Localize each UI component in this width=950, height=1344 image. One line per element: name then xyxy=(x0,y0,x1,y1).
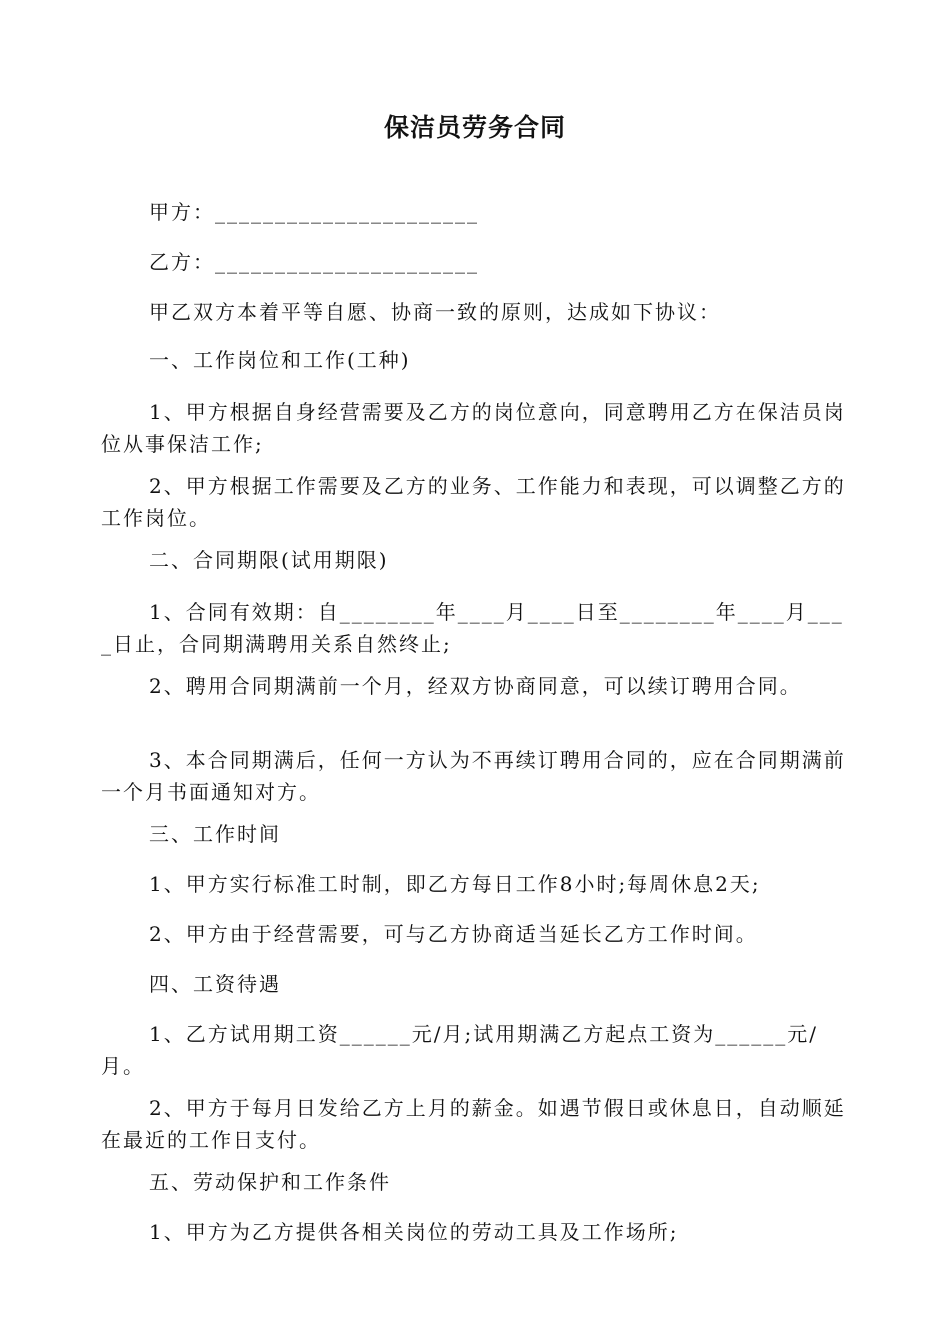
intro-paragraph: 甲乙双方本着平等自愿、协商一致的原则，达成如下协议： xyxy=(149,300,721,324)
section-heading-3: 三、工作时间 xyxy=(149,822,281,846)
section3-item2: 2、甲方由于经营需要，可与乙方协商适当延长乙方工作时间。 xyxy=(149,922,758,946)
section-heading-2: 二、合同期限(试用期限) xyxy=(149,548,389,572)
section2-item3: 3、本合同期满后，任何一方认为不再续订聘用合同的，应在合同期满前一个月书面通知对方。 xyxy=(101,748,846,804)
section5-item1: 1、甲方为乙方提供各相关岗位的劳动工具及工作场所; xyxy=(149,1220,679,1244)
section4-item2: 2、甲方于每月日发给乙方上月的薪金。如遇节假日或休息日，自动顺延在最近的工作日支付。 xyxy=(101,1096,846,1152)
party-a-line: 甲方：______________________ xyxy=(149,200,479,224)
party-b-line: 乙方：______________________ xyxy=(149,250,479,274)
document-title: 保洁员劳务合同 xyxy=(383,113,566,142)
section3-item1: 1、甲方实行标准工时制，即乙方每日工作8小时;每周休息2天; xyxy=(149,872,761,896)
section1-item2: 2、甲方根据工作需要及乙方的业务、工作能力和表现，可以调整乙方的工作岗位。 xyxy=(101,474,846,530)
section2-item2: 2、聘用合同期满前一个月，经双方协商同意，可以续订聘用合同。 xyxy=(149,674,802,698)
section-heading-1: 一、工作岗位和工作(工种) xyxy=(149,348,411,372)
section4-item1: 1、乙方试用期工资______元/月;试用期满乙方起点工资为______元/月。 xyxy=(101,1022,818,1078)
section2-item1: 1、合同有效期：自________年____月____日至________年____月____日止，合同期满聘用关系自然终止; xyxy=(101,600,844,656)
section-heading-5: 五、劳动保护和工作条件 xyxy=(149,1170,391,1194)
section-heading-4: 四、工资待遇 xyxy=(149,972,281,996)
section1-item1: 1、甲方根据自身经营需要及乙方的岗位意向，同意聘用乙方在保洁员岗位从事保洁工作; xyxy=(101,400,846,456)
